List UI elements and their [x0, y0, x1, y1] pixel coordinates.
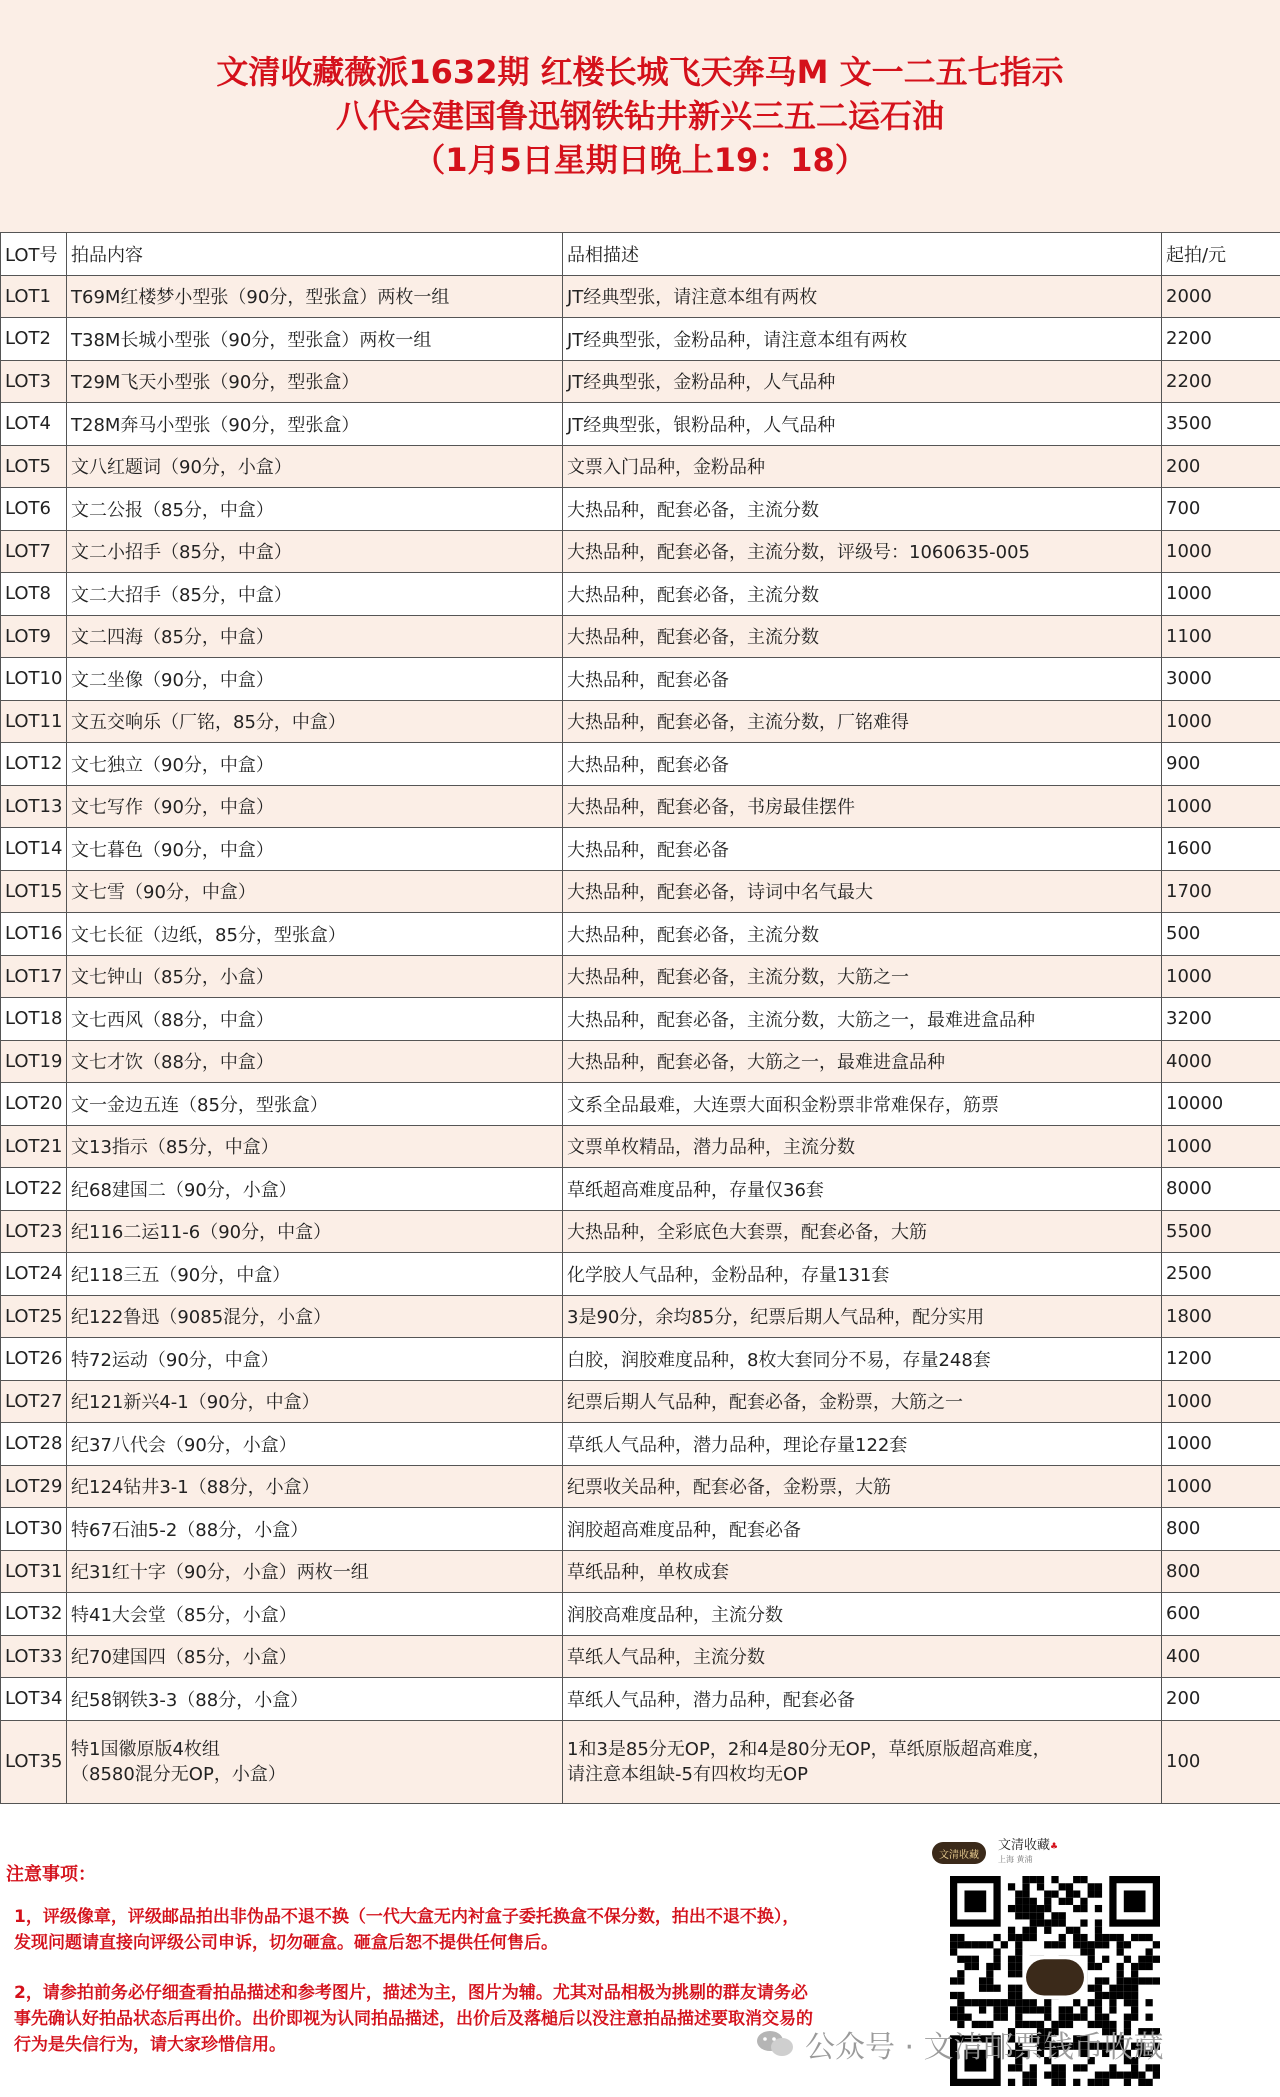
table-row	[1, 1338, 1280, 1381]
desc-cell: 大热品种，配套必备，主流分数，大筋之一，最难进盒品种	[563, 998, 1162, 1041]
item-cell: 纪70建国四（85分，小盒）	[67, 1635, 563, 1678]
price-cell: 400	[1162, 1635, 1280, 1678]
brand-mark-icon: ♣	[1050, 1842, 1059, 1852]
lot-cell: LOT27	[1, 1380, 67, 1423]
item-cell: 文二小招手（85分，中盒）	[67, 530, 563, 573]
desc-cell: 文票单枚精品，潜力品种，主流分数	[563, 1125, 1162, 1168]
table-row	[1, 1295, 1280, 1338]
lot-cell: LOT14	[1, 828, 67, 871]
price-cell: 3000	[1162, 658, 1280, 701]
desc-cell: 1和3是85分无OP，2和4是80分无OP，草纸原版超高难度， 请注意本组缺-5有四枚均无OP	[563, 1720, 1162, 1803]
header-price: 起拍/元	[1162, 233, 1280, 276]
item-cell: 文七长征（边纸，85分，型张盒）	[67, 913, 563, 956]
table-row	[1, 658, 1280, 701]
item-cell: T69M红楼梦小型张（90分，型张盒）两枚一组	[67, 275, 563, 318]
notes-title: 注意事项：	[6, 1864, 96, 1885]
wechat-icon	[755, 2028, 795, 2060]
desc-cell: JT经典型张，金粉品种，请注意本组有两枚	[563, 318, 1162, 361]
table-row	[1, 1040, 1280, 1083]
table-row	[1, 785, 1280, 828]
desc-cell: 化学胶人气品种，金粉品种，存量131套	[563, 1253, 1162, 1296]
item-cell: 纪68建国二（90分，小盒）	[67, 1168, 563, 1211]
desc-cell: 3是90分，余均85分，纪票后期人气品种，配分实用	[563, 1295, 1162, 1338]
desc-cell: 文系全品最难，大连票大面积金粉票非常难保存，筋票	[563, 1083, 1162, 1126]
item-cell: T38M长城小型张（90分，型张盒）两枚一组	[67, 318, 563, 361]
table-row	[1, 1423, 1280, 1466]
lot-cell: LOT33	[1, 1635, 67, 1678]
title-line-1: 文清收藏薇派1632期 红楼长城飞天奔马M 文一二五七指示	[216, 53, 1064, 91]
lot-cell: LOT35	[1, 1720, 67, 1803]
desc-cell: 草纸人气品种，潜力品种，配套必备	[563, 1678, 1162, 1721]
lot-cell: LOT31	[1, 1550, 67, 1593]
lot-cell: LOT25	[1, 1295, 67, 1338]
item-cell: 纪37八代会（90分，小盒）	[67, 1423, 563, 1466]
item-cell: 文七雪（90分，中盒）	[67, 870, 563, 913]
price-cell: 1200	[1162, 1338, 1280, 1381]
header-item: 拍品内容	[67, 233, 563, 276]
table-row	[1, 913, 1280, 956]
item-cell: 文七独立（90分，中盒）	[67, 743, 563, 786]
table-row	[1, 488, 1280, 531]
lot-cell: LOT23	[1, 1210, 67, 1253]
desc-cell: 大热品种，配套必备，主流分数	[563, 615, 1162, 658]
lot-table-body	[1, 275, 1280, 1803]
price-cell: 1100	[1162, 615, 1280, 658]
qr-brand-name	[998, 1834, 1058, 1853]
item-cell: 文七钟山（85分，小盒）	[67, 955, 563, 998]
item-cell: 文七才饮（88分，中盒）	[67, 1040, 563, 1083]
desc-cell: 纪票后期人气品种，配套必备，金粉票，大筋之一	[563, 1380, 1162, 1423]
header-lot: LOT号	[1, 233, 67, 276]
lot-cell: LOT32	[1, 1593, 67, 1636]
desc-cell: 大热品种，配套必备，主流分数	[563, 913, 1162, 956]
table-row	[1, 530, 1280, 573]
price-cell: 100	[1162, 1720, 1280, 1803]
lot-cell: LOT15	[1, 870, 67, 913]
item-cell: 文八红题词（90分，小盒）	[67, 445, 563, 488]
lot-cell: LOT19	[1, 1040, 67, 1083]
desc-cell: JT经典型张，金粉品种，人气品种	[563, 360, 1162, 403]
lot-table	[0, 232, 1280, 1804]
desc-cell: 大热品种，配套必备	[563, 743, 1162, 786]
table-row	[1, 1550, 1280, 1593]
desc-cell: JT经典型张，银粉品种，人气品种	[563, 403, 1162, 446]
table-row	[1, 1720, 1280, 1803]
price-cell: 2200	[1162, 360, 1280, 403]
desc-cell: 大热品种，全彩底色大套票，配套必备，大筋	[563, 1210, 1162, 1253]
item-cell: 文一金边五连（85分，型张盒）	[67, 1083, 563, 1126]
desc-cell: 大热品种，配套必备，主流分数	[563, 573, 1162, 616]
price-cell: 1600	[1162, 828, 1280, 871]
lot-cell: LOT8	[1, 573, 67, 616]
table-row	[1, 403, 1280, 446]
item-cell: 纪58钢铁3-3（88分，小盒）	[67, 1678, 563, 1721]
item-cell: 纪124钻井3-1（88分，小盒）	[67, 1465, 563, 1508]
item-cell: 特72运动（90分，中盒）	[67, 1338, 563, 1381]
table-row	[1, 700, 1280, 743]
price-cell: 500	[1162, 913, 1280, 956]
table-row	[1, 615, 1280, 658]
price-cell: 800	[1162, 1550, 1280, 1593]
price-cell: 1000	[1162, 785, 1280, 828]
price-cell: 2000	[1162, 275, 1280, 318]
price-cell: 8000	[1162, 1168, 1280, 1211]
desc-cell: 大热品种，配套必备，书房最佳摆件	[563, 785, 1162, 828]
item-cell: 纪31红十字（90分，小盒）两枚一组	[67, 1550, 563, 1593]
price-cell: 3500	[1162, 403, 1280, 446]
item-cell: 纪122鲁迅（9085混分，小盒）	[67, 1295, 563, 1338]
price-cell: 2500	[1162, 1253, 1280, 1296]
lot-cell: LOT12	[1, 743, 67, 786]
item-cell: 文二大招手（85分，中盒）	[67, 573, 563, 616]
table-row	[1, 1168, 1280, 1211]
title-line-2: 八代会建国鲁迅钢铁钻井新兴三五二运石油	[335, 97, 944, 135]
price-cell: 4000	[1162, 1040, 1280, 1083]
desc-cell: 大热品种，配套必备，诗词中名气最大	[563, 870, 1162, 913]
lot-cell: LOT34	[1, 1678, 67, 1721]
price-cell: 3200	[1162, 998, 1280, 1041]
lot-cell: LOT28	[1, 1423, 67, 1466]
lot-cell: LOT17	[1, 955, 67, 998]
item-cell: 文二坐像（90分，中盒）	[67, 658, 563, 701]
lot-cell: LOT24	[1, 1253, 67, 1296]
item-cell: 文七暮色（90分，中盒）	[67, 828, 563, 871]
watermark	[755, 2024, 1275, 2064]
desc-cell: 草纸品种，单枚成套	[563, 1550, 1162, 1593]
table-row	[1, 1380, 1280, 1423]
desc-cell: 文票入门品种，金粉品种	[563, 445, 1162, 488]
price-cell: 700	[1162, 488, 1280, 531]
desc-cell: 草纸人气品种，主流分数	[563, 1635, 1162, 1678]
item-cell: T28M奔马小型张（90分，型张盒）	[67, 403, 563, 446]
item-cell: 特67石油5-2（88分，小盒）	[67, 1508, 563, 1551]
price-cell: 5500	[1162, 1210, 1280, 1253]
table-row	[1, 1593, 1280, 1636]
title-line-3: （1月5日星期日晚上19：18）	[413, 141, 867, 179]
table-row	[1, 445, 1280, 488]
table-row	[1, 573, 1280, 616]
item-cell: 特41大会堂（85分，小盒）	[67, 1593, 563, 1636]
item-cell: 纪116二运11-6（90分，中盒）	[67, 1210, 563, 1253]
table-row	[1, 1210, 1280, 1253]
price-cell: 2200	[1162, 318, 1280, 361]
item-cell: 文二公报（85分，中盒）	[67, 488, 563, 531]
qr-subtitle: 上海 黄浦	[998, 1855, 1033, 1864]
watermark-text: 公众号 · 文清邮票钱币收藏	[805, 2030, 1164, 2065]
lot-cell: LOT1	[1, 275, 67, 318]
price-cell: 900	[1162, 743, 1280, 786]
table-row	[1, 828, 1280, 871]
price-cell: 1000	[1162, 573, 1280, 616]
desc-cell: 草纸超高难度品种，存量仅36套	[563, 1168, 1162, 1211]
table-row	[1, 743, 1280, 786]
lot-cell: LOT11	[1, 700, 67, 743]
table-row	[1, 1125, 1280, 1168]
table-row	[1, 1678, 1280, 1721]
price-cell: 800	[1162, 1508, 1280, 1551]
desc-cell: 大热品种，配套必备，主流分数，大筋之一	[563, 955, 1162, 998]
price-cell: 200	[1162, 445, 1280, 488]
price-cell: 1800	[1162, 1295, 1280, 1338]
table-row	[1, 1083, 1280, 1126]
price-cell: 1000	[1162, 955, 1280, 998]
table-row	[1, 318, 1280, 361]
price-cell: 10000	[1162, 1083, 1280, 1126]
qr-brand-text: 文清收藏	[998, 1838, 1051, 1853]
price-cell: 600	[1162, 1593, 1280, 1636]
price-cell: 1700	[1162, 870, 1280, 913]
desc-cell: 大热品种，配套必备，主流分数，评级号：1060635-005	[563, 530, 1162, 573]
item-cell: T29M飞天小型张（90分，型张盒）	[67, 360, 563, 403]
table-row	[1, 360, 1280, 403]
desc-cell: 纪票收关品种，配套必备，金粉票，大筋	[563, 1465, 1162, 1508]
lot-cell: LOT9	[1, 615, 67, 658]
lot-cell: LOT4	[1, 403, 67, 446]
item-cell: 纪118三五（90分，中盒）	[67, 1253, 563, 1296]
page-header	[0, 0, 1280, 232]
lot-cell: LOT2	[1, 318, 67, 361]
price-cell: 200	[1162, 1678, 1280, 1721]
lot-cell: LOT20	[1, 1083, 67, 1126]
desc-cell: 润胶超高难度品种，配套必备	[563, 1508, 1162, 1551]
lot-cell: LOT21	[1, 1125, 67, 1168]
price-cell: 1000	[1162, 1423, 1280, 1466]
lot-cell: LOT16	[1, 913, 67, 956]
desc-cell: 白胶，润胶难度品种，8枚大套同分不易，存量248套	[563, 1338, 1162, 1381]
table-row	[1, 275, 1280, 318]
header-desc: 品相描述	[563, 233, 1162, 276]
table-row	[1, 998, 1280, 1041]
lot-cell: LOT6	[1, 488, 67, 531]
note-item-1: 1，评级像章，评级邮品拍出非伪品不退不换（一代大盒无内衬盒子委托换盒不保分数，拍出不退不换），发现问题请直接向评级公司申诉，切勿砸盒。砸盒后恕不提供任何售后。	[14, 1907, 800, 1953]
desc-cell: 润胶高难度品种，主流分数	[563, 1593, 1162, 1636]
brand-logo: 文清收藏	[932, 1842, 986, 1864]
lot-cell: LOT30	[1, 1508, 67, 1551]
lot-cell: LOT22	[1, 1168, 67, 1211]
lot-cell: LOT26	[1, 1338, 67, 1381]
lot-cell: LOT10	[1, 658, 67, 701]
lot-cell: LOT18	[1, 998, 67, 1041]
desc-cell: 大热品种，配套必备，主流分数，厂铭难得	[563, 700, 1162, 743]
table-header-row	[1, 233, 1280, 276]
table-row	[1, 1635, 1280, 1678]
price-cell: 1000	[1162, 1125, 1280, 1168]
lot-cell: LOT7	[1, 530, 67, 573]
item-cell: 文七西风（88分，中盒）	[67, 998, 563, 1041]
desc-cell: 大热品种，配套必备，主流分数	[563, 488, 1162, 531]
lot-cell: LOT29	[1, 1465, 67, 1508]
price-cell: 1000	[1162, 1465, 1280, 1508]
table-row	[1, 870, 1280, 913]
item-cell: 文二四海（85分，中盒）	[67, 615, 563, 658]
price-cell: 1000	[1162, 700, 1280, 743]
table-row	[1, 955, 1280, 998]
item-cell: 文七写作（90分，中盒）	[67, 785, 563, 828]
item-cell: 纪121新兴4-1（90分，中盒）	[67, 1380, 563, 1423]
price-cell: 1000	[1162, 530, 1280, 573]
desc-cell: 草纸人气品种，潜力品种，理论存量122套	[563, 1423, 1162, 1466]
item-cell: 文五交响乐（厂铭，85分，中盒）	[67, 700, 563, 743]
table-row	[1, 1465, 1280, 1508]
note-item-2: 2，请参拍前务必仔细查看拍品描述和参考图片，描述为主，图片为辅。尤其对品相极为挑剔的群友请务必事先确认好拍品状态后再出价。出价即视为认同拍品描述，出价后及落槌后以没注意拍品描述要取消交易的行为是失信行为，请大家珍惜信用。	[14, 1983, 813, 2055]
lot-cell: LOT5	[1, 445, 67, 488]
desc-cell: 大热品种，配套必备	[563, 658, 1162, 701]
lot-cell: LOT13	[1, 785, 67, 828]
desc-cell: 大热品种，配套必备，大筋之一，最难进盒品种	[563, 1040, 1162, 1083]
desc-cell: JT经典型张，请注意本组有两枚	[563, 275, 1162, 318]
item-cell: 文13指示（85分，中盒）	[67, 1125, 563, 1168]
item-cell: 特1国徽原版4枚组 （8580混分无OP，小盒）	[67, 1720, 563, 1803]
price-cell: 1000	[1162, 1380, 1280, 1423]
lot-cell: LOT3	[1, 360, 67, 403]
desc-cell: 大热品种，配套必备	[563, 828, 1162, 871]
table-row	[1, 1508, 1280, 1551]
table-row	[1, 1253, 1280, 1296]
